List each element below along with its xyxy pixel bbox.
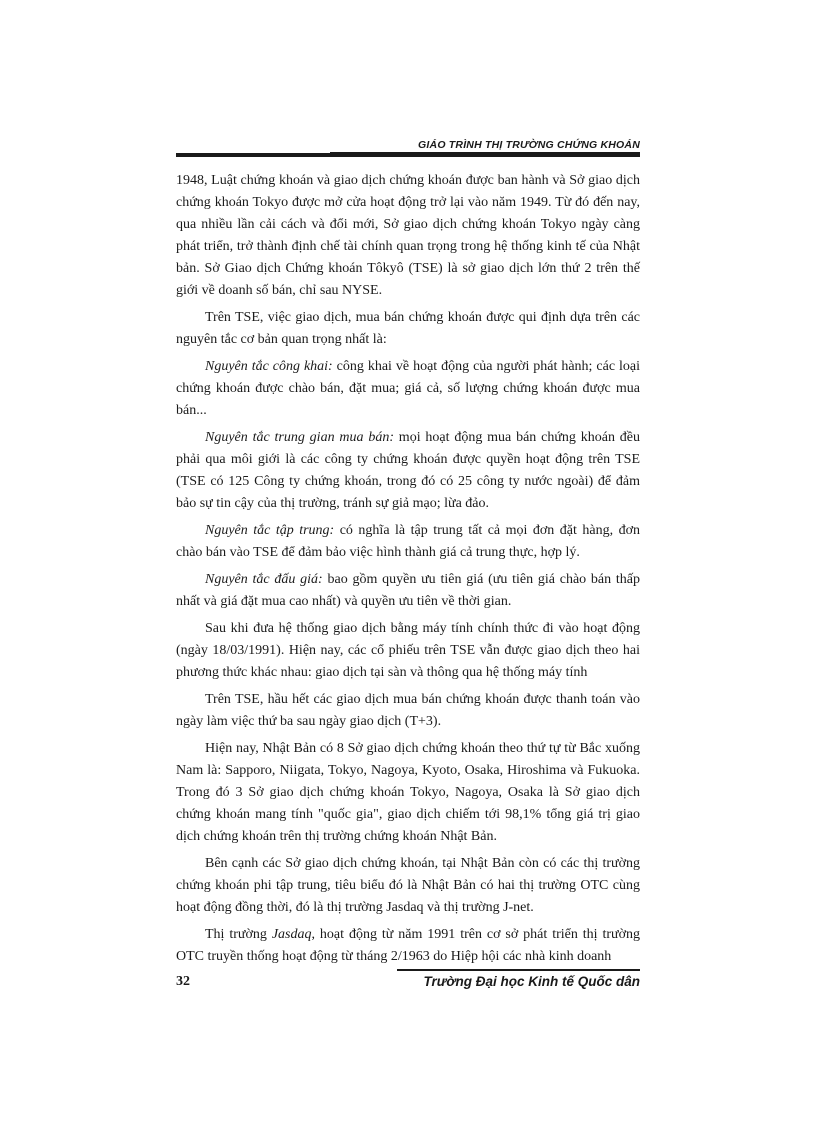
paragraph-7: Sau khi đưa hệ thống giao dịch bằng máy tính chính thức đi vào hoạt động (ngày 18/03/1991). Hiện nay, các cổ phiếu trên TSE vẫn được giao dịch theo hai phương thức khác nhau: giao dịch tại sàn và thông qua hệ thống máy tính bbox=[176, 621, 640, 680]
text-auction: bao gồm quyền ưu tiên giá (ưu tiên giá chào bán thấp nhất và giá đặt mua cao nhất) và quyền ưu tiên về thời gian. bbox=[176, 572, 640, 609]
running-header-title: GIÁO TRÌNH THỊ TRƯỜNG CHỨNG KHOÁN bbox=[418, 139, 640, 151]
text-concentration: có nghĩa là tập trung tất cả mọi đơn đặt hàng, đơn chào bán vào TSE để đảm bảo việc hình thành giá cả trung thực, hợp lý. bbox=[176, 523, 640, 560]
paragraph-8: Trên TSE, hầu hết các giao dịch mua bán chứng khoán được thanh toán vào ngày làm việc thứ ba sau ngày giao dịch (T+3). bbox=[176, 692, 640, 729]
text-jasdaq: , hoạt động từ năm 1991 trên cơ sở phát triển thị trường OTC truyền thống hoạt động từ tháng 2/1963 do Hiệp hội các nhà kinh doanh bbox=[176, 927, 641, 964]
term-jasdaq: Jasdaq bbox=[271, 927, 312, 942]
paragraph-1: 1948, Luật chứng khoán và giao dịch chứng khoán được ban hành và Sở giao dịch chứng khoán Tokyo được mở cửa hoạt động trở lại vào năm 1949. Từ đó đến nay, qua nhiều lần cải cách và đổi mới, Sở giao dịch chứng khoán Tokyo ngày càng phát triển, trở thành định chế tài chính quan trọng trong hệ thống kinh tế của Nhật bản. Sở Giao dịch Chứng khoán Tôkyô (TSE) là sở giao dịch lớn thứ 2 trên thế giới về doanh số bán, chỉ sau NYSE. bbox=[176, 173, 640, 298]
paragraph-11 bbox=[176, 924, 640, 968]
text-jasdaq-pre: Thị trường bbox=[205, 927, 272, 942]
paragraph-9: Hiện nay, Nhật Bản có 8 Sở giao dịch chứng khoán theo thứ tự từ Bắc xuống Nam là: Sapporo, Niigata, Tokyo, Nagoya, Kyoto, Osaka, Hiroshima và Fukuoka. Trong đó 3 Sở giao dịch chứng khoán Tokyo, Nagoya, Osaka là Sở giao dịch chứng khoán mang tính "quốc gia", giao dịch chiếm tới 98,1% tổng giá trị giao dịch chứng khoán trên thị trường chứng khoán Nhật Bản. bbox=[176, 741, 640, 844]
term-intermediary: Nguyên tắc trung gian mua bán: bbox=[205, 430, 394, 445]
header-rule bbox=[176, 153, 640, 157]
text-publicity: công khai về hoạt động của người phát hành; các loại chứng khoán được chào bán, đặt mua; giá cả, số lượng chứng khoán được mua bán... bbox=[176, 359, 640, 418]
term-publicity: Nguyên tắc công khai: bbox=[205, 359, 333, 374]
body-text bbox=[176, 170, 640, 973]
paragraph-10: Bên cạnh các Sở giao dịch chứng khoán, tại Nhật Bản còn có các thị trường chứng khoán phi tập trung, tiêu biểu đó là Nhật Bản có hai thị trường OTC cùng hoạt động đồng thời, đó là thị trường Jasdaq và thị trường J-net. bbox=[176, 856, 640, 915]
term-auction: Nguyên tắc đấu giá: bbox=[205, 572, 323, 587]
footer-title: Trường Đại học Kinh tế Quốc dân bbox=[423, 974, 640, 989]
page-number: 32 bbox=[176, 974, 190, 989]
text-intermediary: mọi hoạt động mua bán chứng khoán đều phải qua môi giới là các công ty chứng khoán được quyền hoạt động trên TSE (TSE có 125 Công ty chứng khoán, trong đó có 25 công ty nước ngoài) để đảm bảo sự tin cậy của thị trường, tránh sự giả mạo; lừa đảo. bbox=[176, 430, 640, 511]
paragraph-principle-publicity bbox=[176, 356, 640, 422]
paragraph-principle-concentration bbox=[176, 520, 640, 564]
footer-rule bbox=[397, 969, 640, 971]
paragraph-principle-intermediary bbox=[176, 427, 640, 515]
paragraph-principle-auction bbox=[176, 569, 640, 613]
paragraph-2: Trên TSE, việc giao dịch, mua bán chứng khoán được qui định dựa trên các nguyên tắc cơ bản quan trọng nhất là: bbox=[176, 310, 640, 347]
term-concentration: Nguyên tắc tập trung: bbox=[205, 523, 335, 538]
